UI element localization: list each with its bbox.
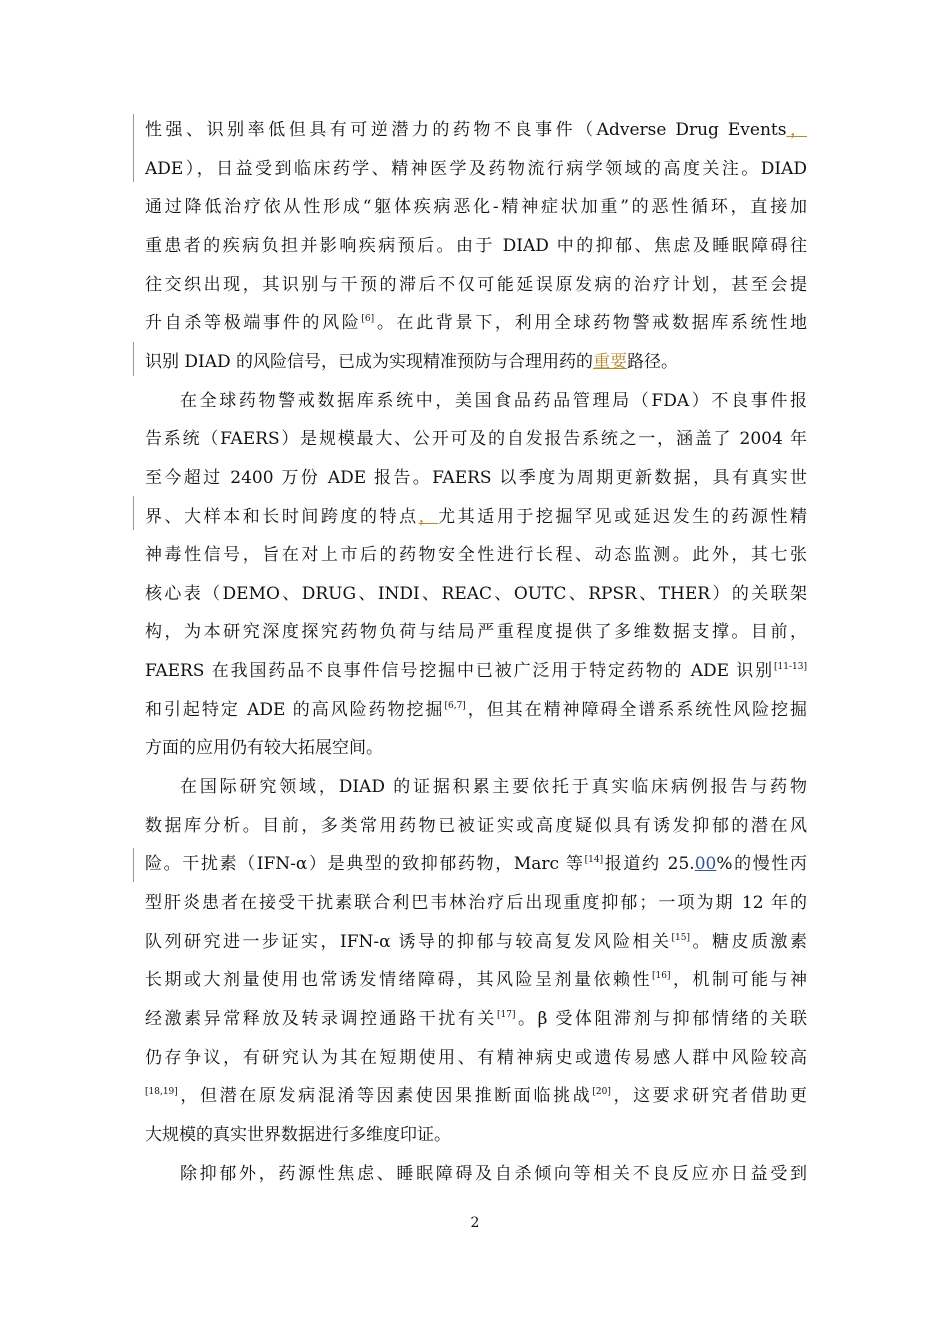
text-line: [145, 346, 807, 378]
citation: [6,7]: [444, 701, 466, 711]
citation: [6]: [361, 314, 375, 324]
text-line: [145, 616, 807, 648]
text-line: [145, 732, 807, 764]
text-run: FAERS 在我国药品不良事件信号挖掘中已被广泛用于特定药物的 ADE 识别: [145, 661, 775, 681]
citation: [18,19]: [145, 1087, 178, 1097]
text-run: ADE），日益受到临床药学、精神医学及药物流行病学领域的高度关注。DIAD: [145, 159, 807, 179]
text-run: 重患者的疾病负担并影响疾病预后。由于 DIAD 中的抑郁、焦虑及睡眠障碍往: [145, 236, 807, 256]
text-line: [145, 1042, 807, 1074]
text-run: ，但其在精神障碍全谱系系统性风险挖掘: [465, 700, 808, 720]
tracked-insertion: ，: [418, 507, 439, 527]
text-line: [180, 771, 807, 803]
text-run: 型肝炎患者在接受干扰素联合利巴韦林治疗后出现重度抑郁；一项为期 12 年的: [145, 893, 807, 913]
text-run: 告系统（FAERS）是规模最大、公开可及的自发报告系统之一，涵盖了 2004 年: [145, 429, 807, 449]
text-line: [145, 501, 807, 533]
text-line: [145, 1119, 807, 1151]
text-run: 性强、识别率低但具有可逆潜力的药物不良事件（Adverse Drug Events: [145, 120, 787, 140]
text-run: 除抑郁外，药源性焦虑、睡眠障碍及自杀倾向等相关不良反应亦日益受到: [180, 1164, 807, 1184]
text-line: [145, 1003, 807, 1035]
text-run: 经激素异常释放及转录调控通路干扰有关: [145, 1009, 497, 1029]
citation: [15]: [671, 933, 690, 943]
text-line: [180, 385, 807, 417]
text-run: 。糖皮质激素: [690, 932, 807, 952]
text-line: [145, 114, 807, 146]
text-line: [145, 887, 807, 919]
text-run: 大规模的真实世界数据进行多维度印证。: [145, 1125, 451, 1145]
text-line: [145, 926, 807, 958]
tracked-insertion: ，: [786, 120, 807, 140]
citation: [17]: [496, 1010, 516, 1020]
text-run: 仍存争议，有研究认为其在短期使用、有精神病史或遗传易感人群中风险较高: [145, 1048, 807, 1068]
text-run: 界、大样本和长时间跨度的特点: [145, 507, 419, 527]
text-run: ，机制可能与神: [670, 970, 808, 990]
text-line: [145, 964, 807, 996]
revision-bar: [133, 114, 134, 182]
text-line: [145, 539, 807, 571]
text-line: [145, 307, 807, 339]
text-run: 方面的应用仍有较大拓展空间。: [145, 738, 383, 758]
text-run: 数据库分析。目前，多类常用药物已被证实或高度疑似具有诱发抑郁的潜在风: [145, 816, 807, 836]
citation: [11-13]: [774, 662, 807, 672]
text-run: 识别 DIAD 的风险信号，已成为实现精准预防与合理用药的: [145, 352, 594, 372]
text-line: [145, 230, 807, 262]
text-run: 核心表（DEMO、DRUG、INDI、REAC、OUTC、RPSR、THER）的关联架: [145, 584, 807, 604]
text-line: [145, 810, 807, 842]
text-run: 神毒性信号，旨在对上市后的药物安全性进行长程、动态监测。此外，其七张: [145, 545, 807, 565]
text-run: 构，为本研究深度探究药物负荷与结局严重程度提供了多维数据支撑。目前，: [145, 622, 807, 642]
citation: [16]: [652, 971, 671, 981]
citation: [20]: [592, 1087, 611, 1097]
text-run: 和引起特定 ADE 的高风险药物挖掘: [145, 700, 445, 720]
revision-bar: [133, 496, 134, 530]
text-line: [145, 1080, 807, 1112]
text-line: [145, 694, 807, 726]
tracked-insertion: 重要: [593, 352, 628, 372]
text-run: 通过降低治疗依从性形成“躯体疾病恶化-精神症状加重”的恶性循环，直接加: [145, 197, 807, 217]
text-run: 长期或大剂量使用也常诱发情绪障碍，其风险呈剂量依赖性: [145, 970, 653, 990]
text-run: 至今超过 2400 万份 ADE 报告。FAERS 以季度为周期更新数据，具有真实世: [145, 468, 807, 488]
text-run: 报道约 25.: [603, 854, 695, 874]
citation: [14]: [584, 855, 604, 865]
revision-bar: [133, 342, 134, 376]
text-run: ，这要求研究者借助更: [610, 1086, 808, 1106]
text-line: [145, 578, 807, 610]
text-line: [145, 191, 807, 223]
text-run: 险。干扰素（IFN-α）是典型的致抑郁药物，Marc 等: [145, 854, 585, 874]
page-number: 2: [470, 1215, 480, 1231]
text-line: [145, 423, 807, 455]
tracked-insertion: 00: [694, 854, 717, 874]
text-line: [145, 462, 807, 494]
text-run: 。β 受体阻滞剂与抑郁情绪的关联: [515, 1009, 808, 1029]
revision-bar: [133, 848, 134, 882]
text-run: 队列研究进一步证实，IFN-α 诱导的抑郁与较高复发风险相关: [145, 932, 672, 952]
text-run: ，但潜在原发病混淆等因素使因果推断面临挑战: [177, 1086, 593, 1106]
text-line: [180, 1158, 807, 1190]
text-run: 尤其适用于挖掘罕见或延迟发生的药源性精: [438, 507, 808, 527]
text-line: [145, 848, 807, 880]
text-run: 。在此背景下，利用全球药物警戒数据库系统性地: [374, 313, 808, 333]
text-run: 升自杀等极端事件的风险: [145, 313, 362, 333]
text-line: [145, 655, 807, 687]
text-run: 在国际研究领域，DIAD 的证据积累主要依托于真实临床病例报告与药物: [180, 777, 807, 797]
text-line: [145, 153, 807, 185]
text-run: %的慢性丙: [716, 854, 808, 874]
text-run: 路径。: [627, 352, 679, 372]
text-run: 在全球药物警戒数据库系统中，美国食品药品管理局（FDA）不良事件报: [180, 391, 807, 411]
text-line: [145, 269, 807, 301]
text-run: 往交织出现，其识别与干预的滞后不仅可能延误原发病的治疗计划，甚至会提: [145, 275, 807, 295]
